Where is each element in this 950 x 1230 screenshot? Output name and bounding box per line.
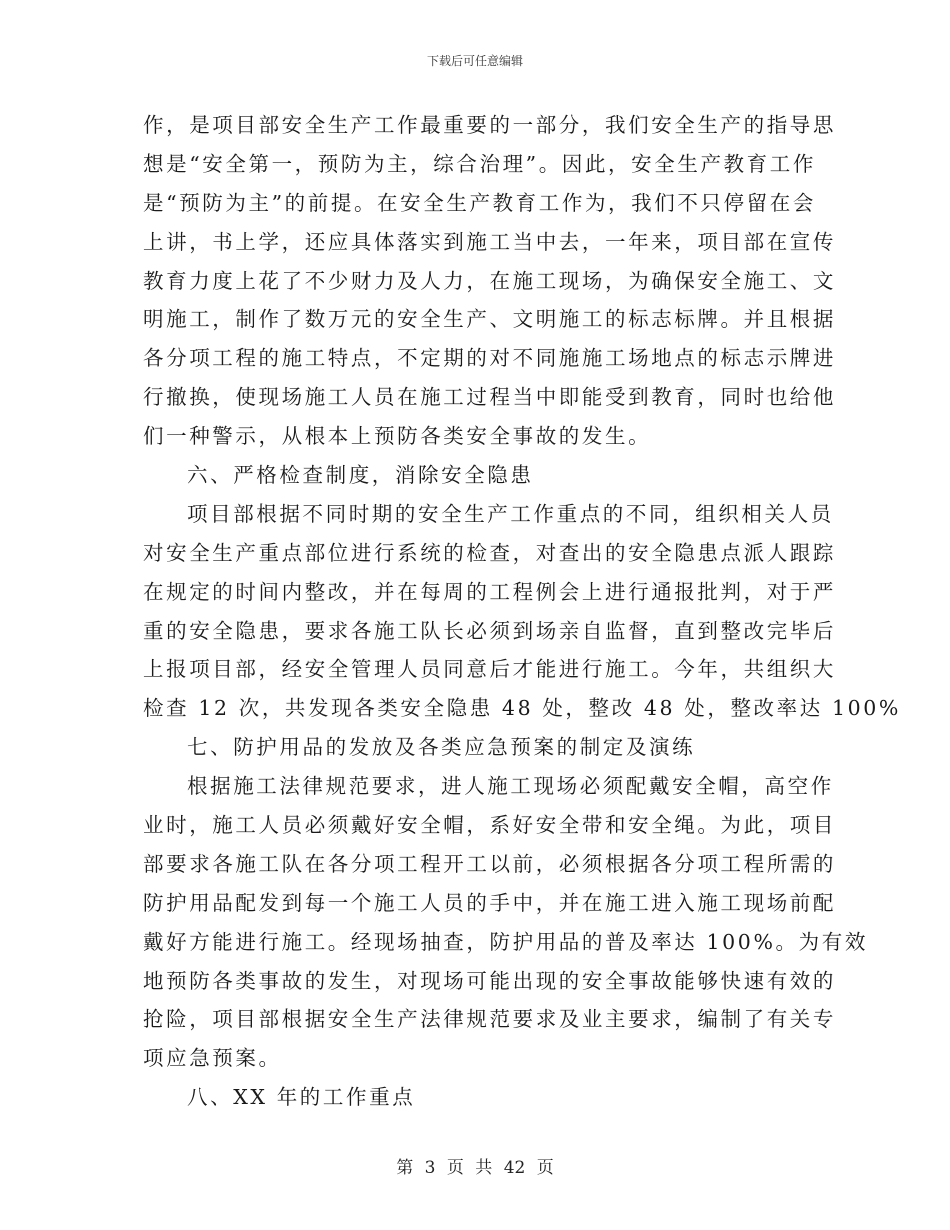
section-heading-6: 六、严格检查制度，消除安全隐患 [187,463,534,488]
section-heading-8: 八、XX 年的工作重点 [187,1085,416,1110]
body-line: 在规定的时间内整改，并在每周的工程例会上进行通报批判，对于严 [143,579,836,604]
page-header: 下载后可任意编辑 [426,54,523,68]
body-line: 作，是项目部安全生产工作最重要的一部分，我们安全生产的指导思 [143,113,836,137]
body-line: 明施工，制作了数万元的安全生产、文明施工的标志标牌。并且根据 [143,307,836,332]
body-line: 是“预防为主”的前提。在安全生产教育工作为，我们不只停留在会 [143,190,816,215]
body-line: 地预防各类事故的发生，对现场可能出现的安全事故能够快速有效的 [143,968,836,993]
document-body [143,106,901,1117]
body-line: 项目部根据不同时期的安全生产工作重点的不同，组织相关人员 [187,501,834,526]
body-line: 上报项目部，经安全管理人员同意后才能进行施工。今年，共组织大 [143,657,836,682]
body-line: 上讲，书上学，还应具体落实到施工当中去，一年来，项目部在宣传 [143,229,836,254]
body-line: 想是“安全第一，预防为主，综合治理”。因此，安全生产教育工作 [143,151,816,176]
body-line: 防护用品配发到每一个施工人员的手中，并在施工进入施工现场前配 [143,890,836,915]
body-line: 重的安全隐患，要求各施工队长必须到场亲自监督，直到整改完毕后 [143,618,836,643]
body-line: 对安全生产重点部位进行系统的检查，对查出的安全隐患点派人跟踪 [143,540,836,565]
body-line: 戴好方能进行施工。经现场抽查，防护用品的普及率达 100%。为有效 [143,929,868,954]
body-line: 项应急预案。 [143,1046,282,1071]
body-line: 部要求各施工队在各分项工程开工以前，必须根据各分项工程所需的 [143,851,836,876]
body-line: 业时，施工人员必须戴好安全帽，系好安全带和安全绳。为此，项目 [143,813,836,838]
page-number: 第 3 页 共 42 页 [396,1158,554,1178]
section-heading-7: 七、防护用品的发放及各类应急预案的制定及演练 [187,735,696,760]
body-line: 行撤换，使现场施工人员在施工过程当中即能受到教育，同时也给他 [143,385,836,410]
body-line: 检查 12 次，共发现各类安全隐患 48 处，整改 48 处，整改率达 100% [143,696,901,721]
body-line: 教育力度上花了不少财力及人力，在施工现场，为确保安全施工、文 [143,268,836,293]
body-line: 抢险，项目部根据安全生产法律规范要求及业主要求，编制了有关专 [143,1007,836,1032]
body-line: 各分项工程的施工特点，不定期的对不同施施工场地点的标志示牌进 [143,346,836,371]
body-line: 根据施工法律规范要求，进人施工现场必须配戴安全帽，高空作 [187,774,834,799]
body-line: 们一种警示，从根本上预防各类安全事故的发生。 [143,424,652,449]
